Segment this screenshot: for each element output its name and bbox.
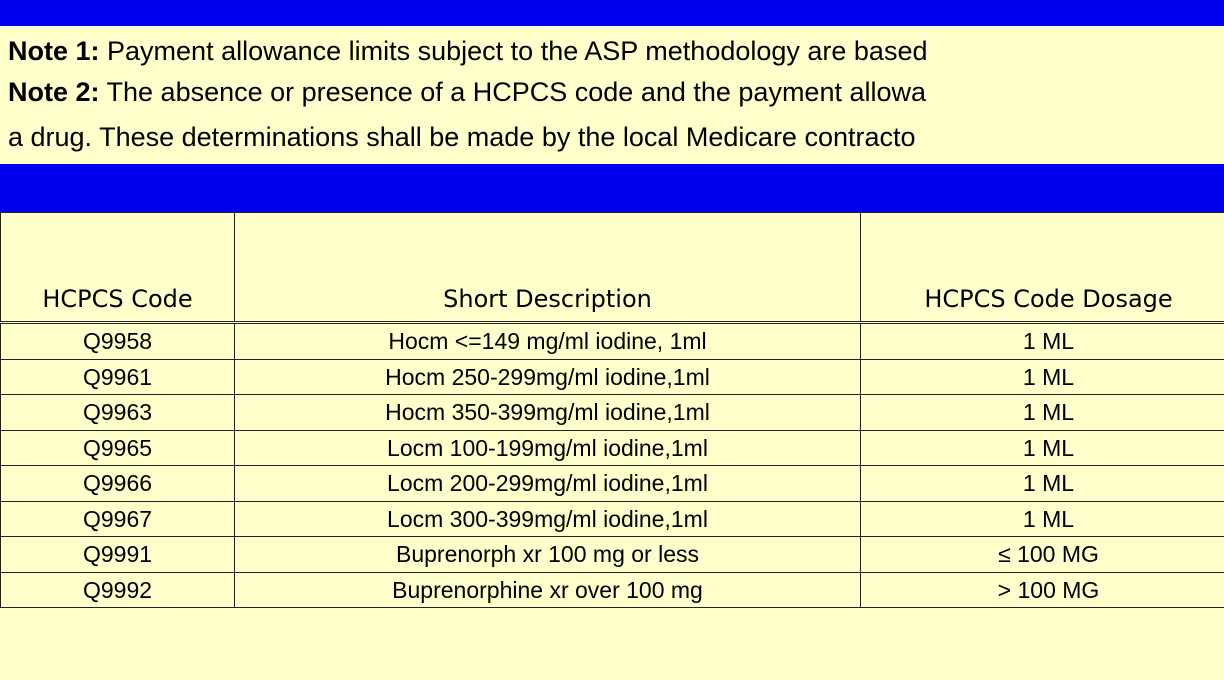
top-blue-band — [0, 0, 1224, 26]
note-1-label: Note 1: — [8, 36, 100, 66]
cell-code: Q9991 — [1, 537, 235, 573]
hcpcs-table — [0, 212, 1224, 608]
table-row — [1, 359, 1224, 395]
table-header-row — [1, 213, 1224, 323]
table-row — [1, 323, 1224, 360]
cell-code: Q9992 — [1, 572, 235, 608]
cell-description: Locm 100-199mg/ml iodine,1ml — [235, 430, 861, 466]
note-2-continuation — [8, 122, 916, 152]
table-row — [1, 395, 1224, 431]
cell-dosage: 1 ML — [861, 359, 1224, 395]
cell-dosage: 1 ML — [861, 430, 1224, 466]
table-row — [1, 466, 1224, 502]
header-hcpcs-code-dosage: HCPCS Code Dosage — [861, 213, 1224, 323]
note-2-continuation-text: a drug. These determinations shall be made by the local Medicare contracto — [8, 122, 916, 152]
note-2-label: Note 2: — [8, 77, 100, 107]
table-row — [1, 537, 1224, 573]
cell-code: Q9965 — [1, 430, 235, 466]
cell-code: Q9967 — [1, 501, 235, 537]
cell-dosage: 1 ML — [861, 501, 1224, 537]
table-row — [1, 572, 1224, 608]
hcpcs-table-container — [0, 212, 1224, 680]
cell-code: Q9963 — [1, 395, 235, 431]
table-row — [1, 430, 1224, 466]
header-hcpcs-code: HCPCS Code — [1, 213, 235, 323]
header-short-description: Short Description — [235, 213, 861, 323]
notes-section — [0, 26, 1224, 164]
cell-dosage: 1 ML — [861, 466, 1224, 502]
cell-code: Q9961 — [1, 359, 235, 395]
cell-description: Locm 300-399mg/ml iodine,1ml — [235, 501, 861, 537]
cell-code: Q9958 — [1, 323, 235, 360]
table-row — [1, 501, 1224, 537]
cell-dosage: 1 ML — [861, 323, 1224, 360]
cell-description: Hocm 250-299mg/ml iodine,1ml — [235, 359, 861, 395]
cell-description: Hocm <=149 mg/ml iodine, 1ml — [235, 323, 861, 360]
note-1-text: Payment allowance limits subject to the ASP methodology are based — [99, 36, 928, 66]
cell-description: Buprenorph xr 100 mg or less — [235, 537, 861, 573]
cell-description: Locm 200-299mg/ml iodine,1ml — [235, 466, 861, 502]
middle-blue-band — [0, 164, 1224, 212]
cell-dosage: ≤ 100 MG — [861, 537, 1224, 573]
cell-dosage: > 100 MG — [861, 572, 1224, 608]
cell-dosage: 1 ML — [861, 395, 1224, 431]
cell-code: Q9966 — [1, 466, 235, 502]
note-2-text: The absence or presence of a HCPCS code and the payment allowa — [99, 77, 927, 107]
cell-description: Hocm 350-399mg/ml iodine,1ml — [235, 395, 861, 431]
note-2 — [8, 77, 926, 107]
note-1 — [8, 36, 928, 66]
cell-description: Buprenorphine xr over 100 mg — [235, 572, 861, 608]
